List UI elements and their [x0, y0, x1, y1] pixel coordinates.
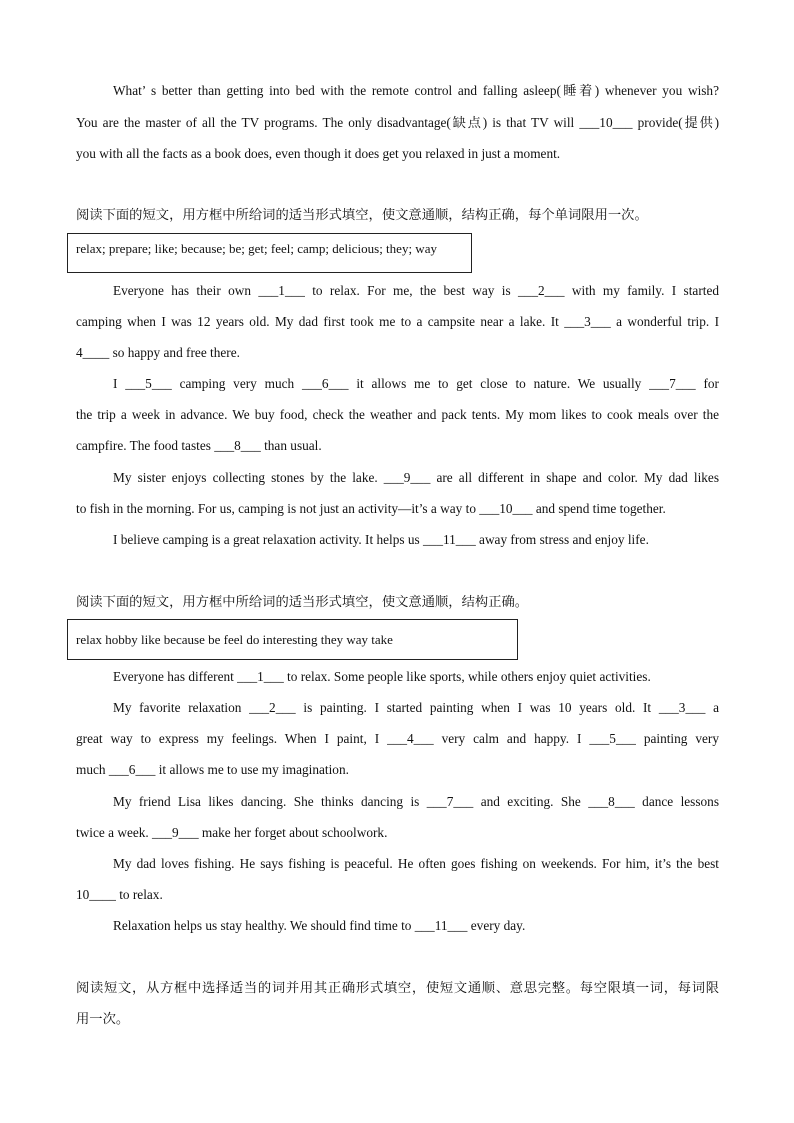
section3-instruction-line-1: 阅读短文，从方框中选择适当的词并用其正确形式填空，使短文通顺、意思完整。每空限填一词，每词限: [76, 981, 719, 996]
section1-line-5: the trip a week in advance. We buy food, check the weather and pack tents. My mom likes to cook meals over the: [76, 407, 719, 422]
section1-line-8: to fish in the morning. For us, camping is not just an activity—it’s a way to ___10___ and spend time together.: [76, 501, 666, 516]
section2-line-4: much ___6___ it allows me to use my imagination.: [76, 762, 349, 777]
section2-line-1: Everyone has different ___1___ to relax. Some people like sports, while others enjoy quiet activities.: [113, 669, 651, 684]
section2-line-6: twice a week. ___9___ make her forget about schoolwork.: [76, 825, 388, 840]
section2-line-7: My dad loves fishing. He says fishing is peaceful. He often goes fishing on weekends. For him, it’s the best: [113, 856, 719, 871]
passage0-line-1: What’ s better than getting into bed with the remote control and falling asleep(睡着) whenever you wish?: [113, 83, 719, 98]
passage0-line-3: you with all the facts as a book does, even though it does get you relaxed in just a moment.: [76, 146, 561, 161]
section3-instruction-line-2: 用一次。: [76, 1012, 130, 1027]
section1-word-box: [67, 233, 472, 273]
section2-line-2: My favorite relaxation ___2___ is painting. I started painting when I was 10 years old. It ___3___ a: [113, 700, 719, 715]
section2-line-8: 10____ to relax.: [76, 887, 163, 902]
section1-line-1: Everyone has their own ___1___ to relax. For me, the best way is ___2___ with my family. I started: [113, 283, 719, 298]
section1-instruction: 阅读下面的短文，用方框中所给词的适当形式填空，使文意通顺，结构正确，每个单词限用一次。: [76, 208, 648, 223]
section2-line-5: My friend Lisa likes dancing. She thinks dancing is ___7___ and exciting. She ___8___ dance lessons: [113, 794, 719, 809]
passage0-line-2: You are the master of all the TV programs. The only disadvantage(缺点) is that TV will ___10___ provide(提供): [76, 115, 719, 130]
section2-instruction: 阅读下面的短文，用方框中所给词的适当形式填空，使文意通顺，结构正确。: [76, 595, 529, 610]
section1-line-4: I ___5___ camping very much ___6___ it allows me to get close to nature. We usually ___7___ for: [113, 376, 719, 391]
section2-word-list: relax hobby like because be feel do interesting they way take: [76, 632, 393, 647]
section1-line-6: campfire. The food tastes ___8___ than usual.: [76, 438, 322, 453]
section2-line-9: Relaxation helps us stay healthy. We should find time to ___11___ every day.: [113, 918, 526, 933]
section2-word-box: [67, 619, 518, 660]
section1-line-7: My sister enjoys collecting stones by the lake. ___9___ are all different in shape and color. My dad likes: [113, 470, 719, 485]
section1-line-3: 4____ so happy and free there.: [76, 345, 240, 360]
section1-word-list: relax; prepare; like; because; be; get; feel; camp; delicious; they; way: [76, 241, 437, 256]
section1-line-2: camping when I was 12 years old. My dad first took me to a campsite near a lake. It ___3___ a wonderful trip. I: [76, 314, 719, 329]
section1-line-9: I believe camping is a great relaxation activity. It helps us ___11___ away from stress and enjoy life.: [113, 532, 649, 547]
section2-line-3: great way to express my feelings. When I paint, I ___4___ very calm and happy. I ___5___ painting very: [76, 731, 719, 746]
